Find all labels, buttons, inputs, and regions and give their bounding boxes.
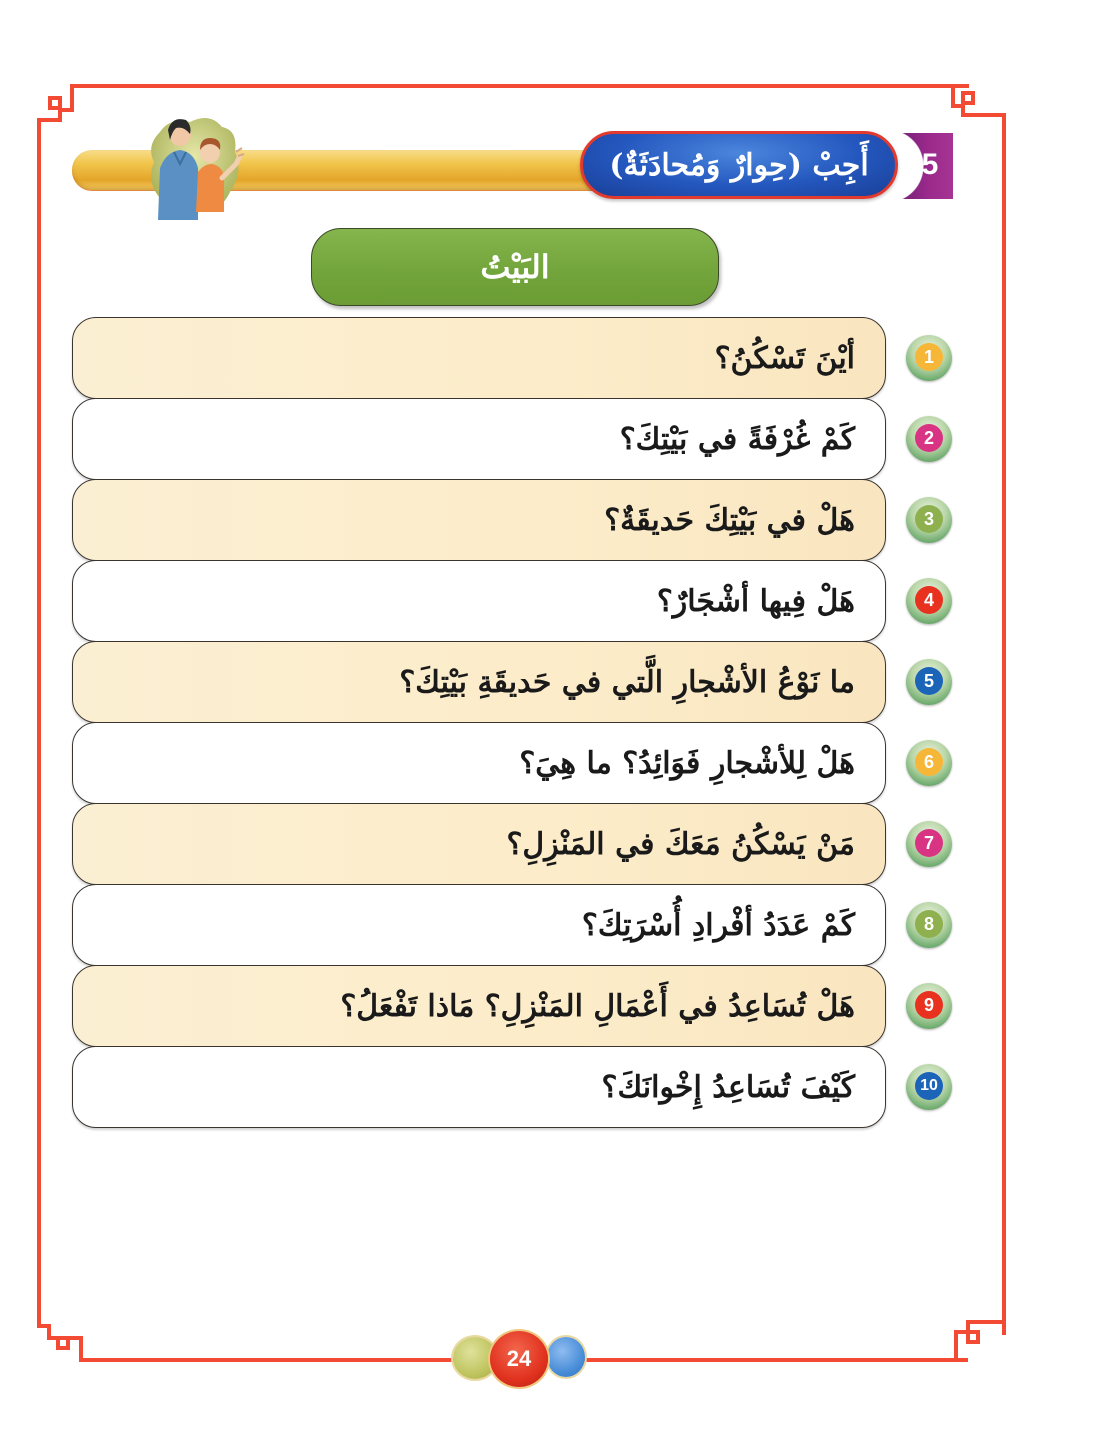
section-number: 5 [921, 148, 939, 181]
question-item [72, 641, 962, 722]
question-item [72, 884, 962, 965]
question-number: 1 [915, 343, 943, 371]
question-item [72, 1046, 962, 1127]
question-item [72, 560, 962, 641]
number-badge-icon [906, 335, 952, 381]
number-badge-icon [906, 1064, 952, 1110]
question-item [72, 398, 962, 479]
number-badge-icon [906, 983, 952, 1029]
question-number: 6 [915, 748, 943, 776]
number-badge-icon [906, 821, 952, 867]
frame-right [1002, 113, 1006, 1335]
section-title-pill [580, 131, 898, 199]
question-number: 3 [915, 505, 943, 533]
question-list [72, 317, 962, 1127]
question-item [72, 317, 962, 398]
question-text-box[interactable]: هَلْ لِلأشْجارِ فَوَائِدُ؟ ما هِيَ؟ [72, 722, 886, 804]
number-badge-icon [906, 497, 952, 543]
question-number: 8 [915, 910, 943, 938]
question-number: 9 [915, 991, 943, 1019]
question-number: 4 [915, 586, 943, 614]
corner-ornament-icon [961, 91, 975, 105]
topic-title-pill [311, 228, 719, 306]
woman-and-boy-illustration-icon [140, 112, 260, 220]
question-item [72, 479, 962, 560]
blue-ball-icon [547, 1337, 585, 1377]
question-number: 2 [915, 424, 943, 452]
question-text-box[interactable]: كَيْفَ تُسَاعِدُ إِخْوانَكَ؟ [72, 1046, 886, 1128]
number-badge-icon [906, 416, 952, 462]
question-text-box[interactable]: كَمْ عَدَدُ أفْرادِ أُسْرَتِكَ؟ [72, 884, 886, 966]
frame-left [37, 118, 41, 1328]
number-badge-icon [906, 740, 952, 786]
question-text-box[interactable]: أيْنَ تَسْكُنُ؟ [72, 317, 886, 399]
question-item [72, 803, 962, 884]
question-number: 7 [915, 829, 943, 857]
question-text-box[interactable]: هَلْ تُسَاعِدُ في أَعْمَالِ المَنْزِلِ؟ مَاذا تَفْعَلُ؟ [72, 965, 886, 1047]
page-number: 24 [490, 1331, 548, 1387]
question-text-box[interactable]: ما نَوْعُ الأشْجارِ الَّتي في حَديقَةِ بَيْتِكَ؟ [72, 641, 886, 723]
question-number: 5 [915, 667, 943, 695]
question-text-box[interactable]: هَلْ فِيها أشْجَارٌ؟ [72, 560, 886, 642]
question-number: 10 [915, 1072, 943, 1100]
number-badge-icon [906, 578, 952, 624]
frame-top [72, 84, 969, 88]
question-text-box[interactable]: مَنْ يَسْكُنُ مَعَكَ في المَنْزِلِ؟ [72, 803, 886, 885]
number-badge-icon [906, 659, 952, 705]
question-text-box[interactable]: هَلْ في بَيْتِكَ حَديقَةٌ؟ [72, 479, 886, 561]
question-item [72, 722, 962, 803]
question-text-box[interactable]: كَمْ غُرْفَةً في بَيْتِكَ؟ [72, 398, 886, 480]
corner-ornament-icon [966, 1330, 980, 1344]
topic-title: البَيْتُ [480, 248, 550, 286]
section-title: أَجِبْ (حِوارٌ وَمُحادَثَةٌ) [609, 147, 869, 183]
question-item [72, 965, 962, 1046]
number-badge-icon [906, 902, 952, 948]
